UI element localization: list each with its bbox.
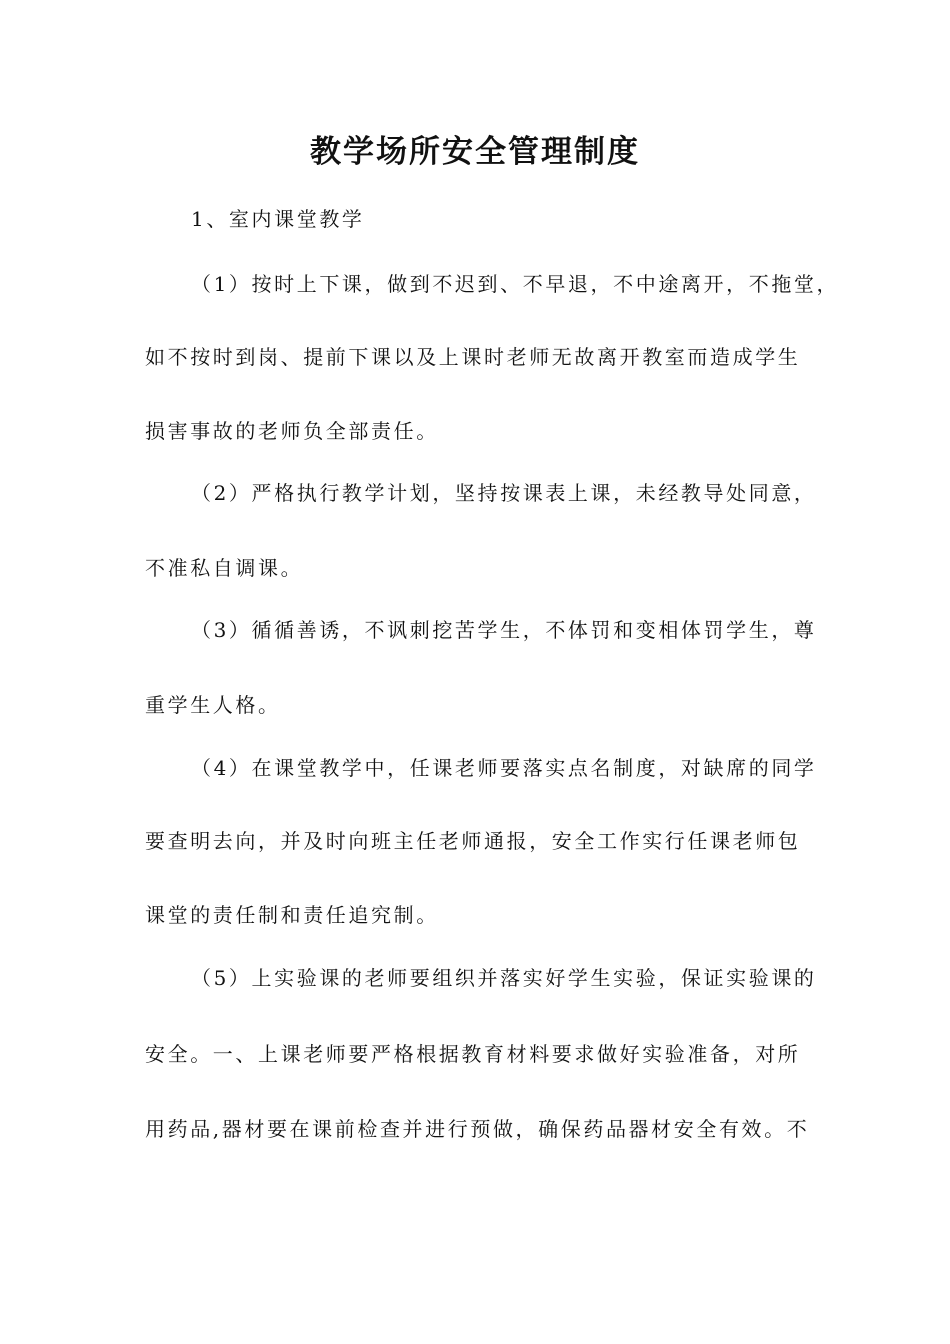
paragraph-line: （4）在课堂教学中，任课老师要落实点名制度，对缺席的同学 <box>191 756 817 780</box>
paragraph-line: （2）严格执行教学计划，坚持按课表上课，未经教导处同意， <box>191 481 817 505</box>
paragraph-line: 损害事故的老师负全部责任。 <box>145 419 439 443</box>
paragraph-line: 不准私自调课。 <box>145 556 304 580</box>
paragraph-line: （1）按时上下课，做到不迟到、不早退，不中途离开，不拖堂， <box>191 272 840 296</box>
paragraph-line: 要查明去向，并及时向班主任老师通报，安全工作实行任课老师包 <box>145 829 801 853</box>
paragraph-line: 用药品,器材要在课前检查并进行预做，确保药品器材安全有效。不 <box>145 1117 810 1141</box>
paragraph-line: （5）上实验课的老师要组织并落实好学生实验，保证实验课的 <box>191 966 817 990</box>
section-heading: 1、室内课堂教学 <box>191 207 365 231</box>
paragraph-line: 如不按时到岗、提前下课以及上课时老师无故离开教室而造成学生 <box>145 345 801 369</box>
paragraph-line: （3）循循善诱，不讽刺挖苦学生，不体罚和变相体罚学生，尊 <box>191 618 817 642</box>
document-title: 教学场所安全管理制度 <box>310 134 640 170</box>
paragraph-line: 课堂的责任制和责任追究制。 <box>145 903 439 927</box>
paragraph-line: 安全。一、上课老师要严格根据教育材料要求做好实验准备，对所 <box>145 1042 801 1066</box>
paragraph-line: 重学生人格。 <box>145 693 281 717</box>
